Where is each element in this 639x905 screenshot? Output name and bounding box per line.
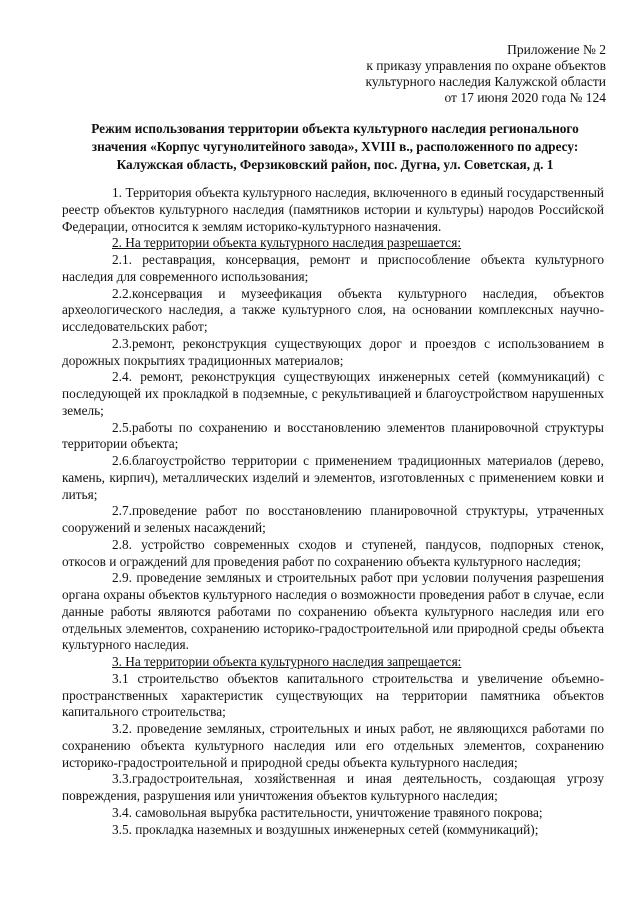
paragraph-2-2: 2.2.консервация и музеефикация объекта культурного наследия, объектов археологического наследия, а также культурного слоя, на основании комплексных научно-исследовательских работ; (62, 285, 604, 334)
appendix-authority: культурного наследия Калужской области (365, 74, 606, 89)
paragraph-2-heading (62, 235, 604, 252)
paragraph-3-5: 3.5. прокладка наземных и воздушных инженерных сетей (коммуникаций); (112, 821, 539, 837)
paragraph-2-1: 2.1. реставрация, консервация, ремонт и приспособление объекта культурного наследия для современного использования; (62, 252, 604, 284)
paragraph-3-3: 3.3.градостроительная, хозяйственная и иная деятельность, создающая угрозу повреждения, разрушения или уничтожения объектов культурного наследия; (62, 771, 604, 803)
title-line-2: значения «Корпус чугунолитейного завода», XVIII в., расположенного по адресу: (91, 139, 579, 154)
section-2-heading: 2. На территории объекта культурного наследия разрешается: (112, 235, 462, 251)
paragraph-2-9: 2.9. проведение земляных и строительных работ при условии получения разрешения органа охраны объектов культурного наследия о возможности проведения работ в случае, если данные работы являются работами по сохранению объекта культурного наследия или его отдельных элементов, сохранению историко-градостроительной или природной среды объекта культурного наследия. (62, 570, 604, 653)
paragraph-2-3: 2.3.ремонт, реконструкция существующих дорог и проездов с использованием в дорожных покрытиях традиционных материалов; (62, 335, 604, 368)
document-body (62, 185, 604, 838)
paragraph-2-8: 2.8. устройство современных сходов и ступеней, пандусов, подпорных стенок, откосов и ограждений для проведения работ по сохранению объекта культурного наследия; (62, 536, 604, 569)
paragraph-2-5: 2.5.работы по сохранению и восстановлению элементов планировочной структуры территории объекта; (62, 419, 604, 452)
document-title (60, 120, 610, 174)
paragraph-3-heading (62, 654, 604, 671)
title-line-1: Режим использования территории объекта культурного наследия регионального (91, 121, 579, 136)
appendix-date: от 17 июня 2020 года № 124 (444, 90, 606, 105)
paragraph-3-4: 3.4. самовольная вырубка растительности, уничтожение травяного покрова; (112, 804, 543, 820)
paragraph-3-2: 3.2. проведение земляных, строительных и иных работ, не являющихся работами по сохранению объекта культурного наследия или его отдельных элементов, сохранению историко-градостроительной и природной среды объекта культурного наследия; (62, 721, 604, 770)
paragraph-2-4: 2.4. ремонт, реконструкция существующих инженерных сетей (коммуникаций) с последующей их прокладкой в подземные, с рекультивацией и благоустройством нарушенных земель; (62, 369, 604, 418)
paragraph-1: 1. Территория объекта культурного наследия, включенного в единый государственный реестр объектов культурного наследия (памятников истории и культуры) народов Российской Федерации, относится к землям историко-культурного назначения. (62, 185, 604, 234)
paragraph-2-6: 2.6.благоустройство территории с применением традиционных материалов (дерево, камень, кирпич), металлических изделий и элементов, изготовленных с применением ковки и литья; (62, 453, 604, 502)
paragraph-2-7: 2.7.проведение работ по восстановлению планировочной структуры, утраченных сооружений и зеленых насаждений; (62, 503, 604, 535)
appendix-header (365, 42, 606, 106)
paragraph-3-1: 3.1 строительство объектов капитального строительства и увеличение объемно-пространственных характеристик существующих на территории памятника объектов капитального строительства; (62, 670, 604, 720)
title-line-3: Калужская область, Ферзиковский район, пос. Дугна, ул. Советская, д. 1 (116, 157, 554, 172)
appendix-number: Приложение № 2 (507, 42, 606, 57)
appendix-order-ref: к приказу управления по охране объектов (366, 58, 606, 73)
section-3-heading: 3. На территории объекта культурного наследия запрещается: (112, 654, 462, 669)
